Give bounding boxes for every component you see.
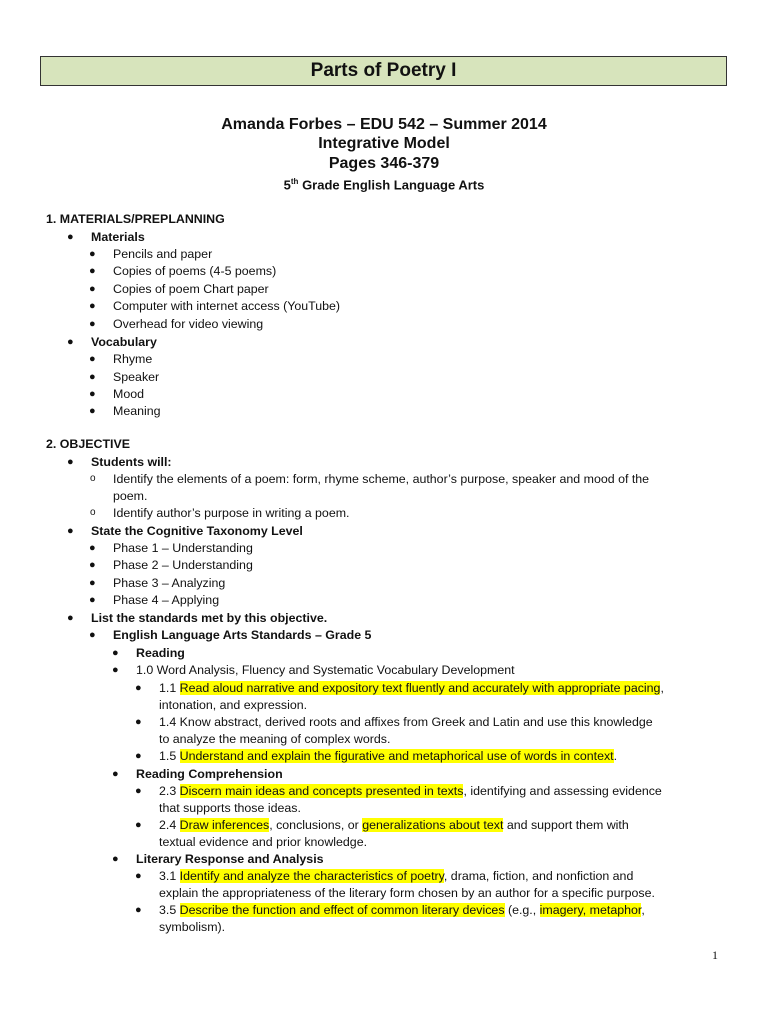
bullet-icon: ● bbox=[135, 716, 142, 728]
standard-1-1 bbox=[159, 681, 664, 695]
model-line: Integrative Model bbox=[318, 135, 450, 152]
pages-line: Pages 346-379 bbox=[328, 155, 440, 172]
highlighted-text: imagery, metaphor bbox=[539, 903, 642, 917]
highlighted-text: Discern main ideas and concepts presented in texts bbox=[179, 784, 464, 798]
page-number: 1 bbox=[712, 948, 718, 962]
bullet-icon: ● bbox=[89, 300, 96, 312]
standard-2-3-continued: that supports those ideas. bbox=[159, 801, 301, 815]
materials-item: Overhead for video viewing bbox=[113, 317, 264, 331]
bullet-icon: ● bbox=[112, 664, 119, 676]
vocabulary-item: Rhyme bbox=[113, 352, 153, 366]
materials-label: Materials bbox=[91, 230, 145, 244]
vocabulary-item: Meaning bbox=[113, 404, 161, 418]
standard-number: 1.1 bbox=[159, 681, 180, 695]
bullet-icon: ● bbox=[89, 542, 96, 554]
standard-text: , bbox=[660, 681, 664, 695]
materials-item: Copies of poems (4-5 poems) bbox=[113, 264, 277, 278]
bullet-icon: ● bbox=[89, 559, 96, 571]
materials-item: Pencils and paper bbox=[113, 247, 213, 261]
highlighted-text: Identify and analyze the characteristics of poetry bbox=[179, 869, 444, 883]
bullet-icon: ● bbox=[112, 647, 119, 659]
circle-bullet-icon: o bbox=[90, 473, 96, 484]
standard-text: , conclusions, or bbox=[269, 818, 363, 832]
standard-3-1 bbox=[159, 869, 633, 883]
section-heading-materials: 1. MATERIALS/PREPLANNING bbox=[46, 212, 225, 226]
literary-response-label: Literary Response and Analysis bbox=[136, 852, 324, 866]
bullet-icon: ● bbox=[67, 231, 74, 243]
author-line: Amanda Forbes – EDU 542 – Summer 2014 bbox=[221, 116, 547, 133]
highlighted-text: generalizations about text bbox=[362, 818, 504, 832]
bullet-icon: ● bbox=[89, 318, 96, 330]
page-title-box bbox=[40, 56, 727, 86]
bullet-icon: ● bbox=[89, 265, 96, 277]
phase-item: Phase 3 – Analyzing bbox=[113, 576, 226, 590]
bullet-icon: ● bbox=[135, 904, 142, 916]
bullet-icon: ● bbox=[112, 768, 119, 780]
objective-item: Identify the elements of a poem: form, rhyme scheme, author’s purpose, speaker and mood of the bbox=[113, 472, 650, 486]
standard-text: (e.g., bbox=[504, 903, 540, 917]
ela-standards-label: English Language Arts Standards – Grade 5 bbox=[113, 628, 372, 642]
bullet-icon: ● bbox=[89, 405, 96, 417]
standard-2-4 bbox=[159, 818, 629, 832]
standard-text: and support them with bbox=[503, 818, 629, 832]
standard-text: , identifying and assessing evidence bbox=[463, 784, 662, 798]
section-heading-objective: 2. OBJECTIVE bbox=[46, 437, 131, 451]
materials-item: Copies of poem Chart paper bbox=[113, 282, 269, 296]
students-will-label: Students will: bbox=[91, 455, 172, 469]
standard-1-0: 1.0 Word Analysis, Fluency and Systematic Vocabulary Development bbox=[136, 663, 515, 677]
objective-item: Identify author’s purpose in writing a poem. bbox=[113, 506, 350, 520]
bullet-icon: ● bbox=[135, 785, 142, 797]
standard-number: 2.4 bbox=[159, 818, 180, 832]
reading-label: Reading bbox=[136, 646, 185, 660]
phase-item: Phase 1 – Understanding bbox=[113, 541, 253, 555]
highlighted-text: Draw inferences bbox=[179, 818, 270, 832]
standard-number: 1.5 bbox=[159, 749, 180, 763]
standard-number: 2.3 bbox=[159, 784, 180, 798]
standard-3-1-continued: explain the appropriateness of the literary form chosen by an author for a specific purpose. bbox=[159, 886, 655, 900]
standards-label: List the standards met by this objective. bbox=[91, 611, 328, 625]
bullet-icon: ● bbox=[67, 525, 74, 537]
phase-item: Phase 4 – Applying bbox=[113, 593, 220, 607]
bullet-icon: ● bbox=[67, 336, 74, 348]
grade-superscript: th bbox=[290, 177, 299, 186]
bullet-icon: ● bbox=[89, 353, 96, 365]
bullet-icon: ● bbox=[89, 594, 96, 606]
standard-2-3 bbox=[159, 784, 662, 798]
grade-text: Grade English Language Arts bbox=[298, 177, 485, 193]
highlighted-text: Read aloud narrative and expository text fluently and accurately with appropriate pacing bbox=[179, 681, 661, 695]
objective-item-continued: poem. bbox=[113, 489, 148, 503]
bullet-icon: ● bbox=[89, 629, 96, 641]
highlighted-text: Understand and explain the figurative and metaphorical use of words in context bbox=[179, 749, 614, 763]
bullet-icon: ● bbox=[89, 371, 96, 383]
reading-comprehension-label: Reading Comprehension bbox=[136, 767, 283, 781]
bullet-icon: ● bbox=[135, 819, 142, 831]
bullet-icon: ● bbox=[67, 456, 74, 468]
vocabulary-label: Vocabulary bbox=[91, 335, 157, 349]
standard-2-4-continued: textual evidence and prior knowledge. bbox=[159, 835, 368, 849]
grade-number: 5 bbox=[283, 177, 291, 193]
standard-1-4-continued: to analyze the meaning of complex words. bbox=[159, 732, 391, 746]
standard-1-1-continued: intonation, and expression. bbox=[159, 698, 308, 712]
standard-1-5 bbox=[159, 749, 617, 763]
standard-1-4: 1.4 Know abstract, derived roots and affixes from Greek and Latin and use this knowledge bbox=[159, 715, 653, 729]
standard-3-5-continued: symbolism). bbox=[159, 920, 226, 934]
highlighted-text: Describe the function and effect of common literary devices bbox=[179, 903, 505, 917]
bullet-icon: ● bbox=[112, 853, 119, 865]
vocabulary-item: Mood bbox=[113, 387, 144, 401]
standard-text: , bbox=[641, 903, 645, 917]
vocabulary-item: Speaker bbox=[113, 370, 160, 384]
standard-text: , drama, fiction, and nonfiction and bbox=[443, 869, 634, 883]
materials-item: Computer with internet access (YouTube) bbox=[113, 299, 341, 313]
bullet-icon: ● bbox=[89, 577, 96, 589]
bullet-icon: ● bbox=[135, 750, 142, 762]
standard-number: 3.5 bbox=[159, 903, 180, 917]
bullet-icon: ● bbox=[67, 612, 74, 624]
standard-text: . bbox=[613, 749, 618, 763]
taxonomy-label: State the Cognitive Taxonomy Level bbox=[91, 524, 303, 538]
standard-number: 3.1 bbox=[159, 869, 180, 883]
grade-line bbox=[0, 177, 768, 192]
standard-3-5 bbox=[159, 903, 645, 917]
bullet-icon: ● bbox=[89, 388, 96, 400]
phase-item: Phase 2 – Understanding bbox=[113, 558, 253, 572]
bullet-icon: ● bbox=[135, 682, 142, 694]
bullet-icon: ● bbox=[89, 283, 96, 295]
bullet-icon: ● bbox=[135, 870, 142, 882]
circle-bullet-icon: o bbox=[90, 507, 96, 518]
page-title: Parts of Poetry I bbox=[310, 60, 457, 81]
bullet-icon: ● bbox=[89, 248, 96, 260]
